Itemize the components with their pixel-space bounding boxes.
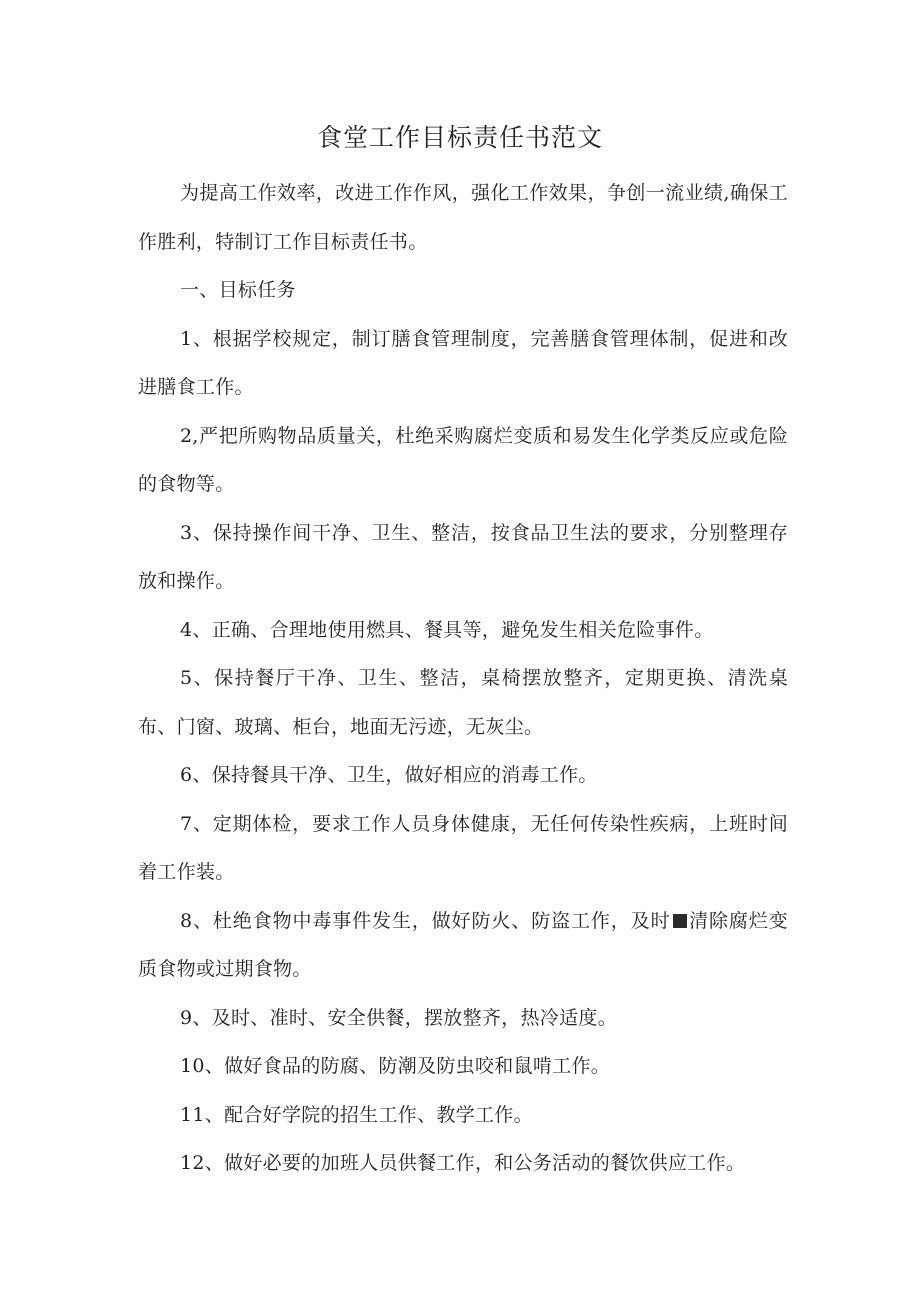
- black-square-mark: [673, 914, 687, 928]
- list-item-2: 2,严把所购物品质量关，杜绝采购腐烂变质和易发生化学类反应或危险的食物等。: [138, 424, 788, 495]
- list-item-10: 10、做好食品的防腐、防潮及防虫咬和鼠啃工作。: [180, 1055, 611, 1077]
- document-body: [138, 169, 788, 1188]
- list-item-1: 1、根据学校规定，制订膳食管理制度，完善膳食管理体制，促进和改进膳食工作。: [138, 327, 788, 398]
- list-item-6: 6、保持餐具干净、卫生，做好相应的消毒工作。: [180, 764, 598, 786]
- list-item-9: 9、及时、准时、安全供餐，摆放整齐，热冷适度。: [180, 1006, 617, 1029]
- list-item-8-text-end: 清除腐烂变质食物或过期食物。: [138, 909, 788, 980]
- list-item-11: 11、配合好学院的招生工作、教学工作。: [180, 1103, 533, 1126]
- document-title: 食堂工作目标责任书范文: [316, 123, 603, 152]
- list-item-8: [138, 897, 788, 994]
- section-heading: 一、目标任务: [180, 279, 296, 301]
- list-item-5: 5、保持餐厅干净、卫生、整洁，桌椅摆放整齐，定期更换、清洗桌布、门窗、玻璃、柜台，地面无污迹，无灰尘。: [138, 667, 788, 738]
- list-item-12: 12、做好必要的加班人员供餐工作，和公务活动的餐饮供应工作。: [180, 1152, 746, 1174]
- list-item-4: 4、正确、合理地使用燃具、餐具等，避免发生相关危险事件。: [180, 618, 714, 641]
- list-item-7: 7、定期体检，要求工作人员身体健康，无任何传染性疾病，上班时间着工作装。: [138, 812, 788, 883]
- list-item-8-text-start: 8、杜绝食物中毒事件发生，做好防火、防盗工作，及时: [180, 909, 671, 932]
- intro-paragraph: 为提高工作效率，改进工作作风，强化工作效果，争创一流业绩,确保工作胜利，特制订工作目标责任书。: [138, 182, 788, 253]
- list-item-3: 3、保持操作间干净、卫生、整洁，按食品卫生法的要求，分别整理存放和操作。: [138, 521, 788, 592]
